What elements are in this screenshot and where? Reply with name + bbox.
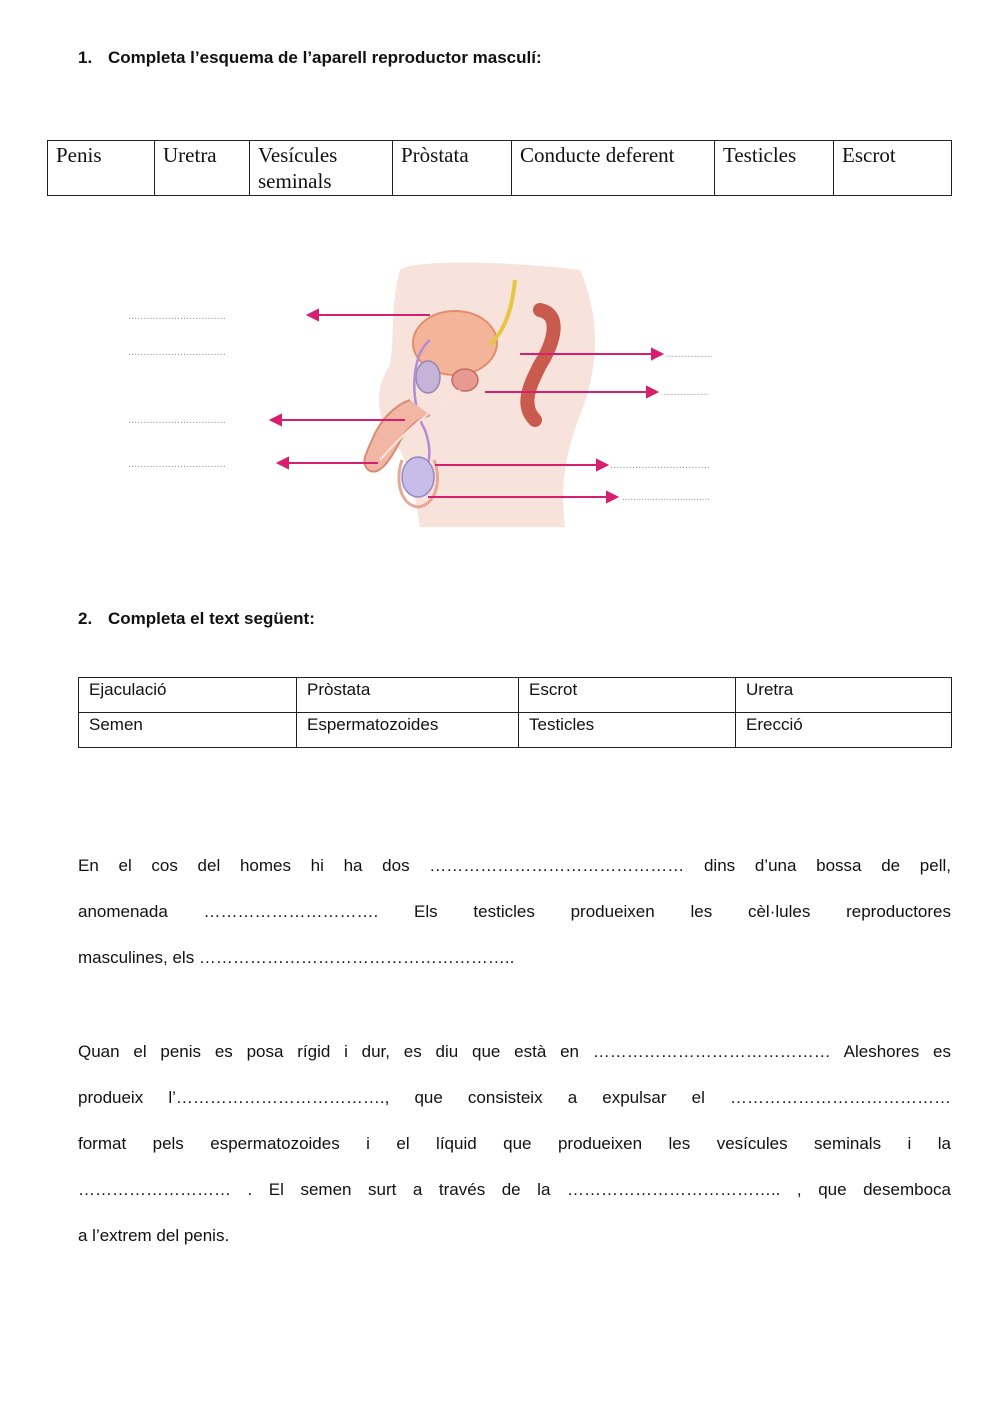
word-bank-2-cell: Uretra: [736, 678, 952, 713]
arrowhead: [308, 310, 318, 320]
arrowhead: [652, 349, 662, 359]
word-bank-1-cell: Penis: [48, 141, 155, 196]
blank-label: ................................: [128, 346, 226, 358]
paragraph-line: ……………………… . El semen surt a través de la ……………………………….. , que desemboca: [78, 1180, 951, 1199]
exercise-2-heading: [78, 609, 315, 629]
arrowhead: [647, 387, 657, 397]
arrowhead: [278, 458, 288, 468]
word-bank-2-cell: Ejaculació: [79, 678, 297, 713]
blank-label: ................................: [622, 491, 710, 503]
word-bank-2-cell: Pròstata: [297, 678, 519, 713]
paragraph-line: anomenada …………………………. Els testicles produeixen les cèl·lules reproductores: [78, 902, 951, 921]
exercise-2-title: Completa el text següent:: [108, 609, 315, 628]
word-bank-1: [47, 140, 952, 196]
seminal-vesicle: [416, 361, 440, 393]
paragraph-line: masculines, els ………………………………………………..: [78, 948, 515, 967]
word-bank-2-row: [79, 678, 952, 713]
exercise-1-title: Completa l’esquema de l’aparell reproductor masculí:: [108, 48, 542, 67]
blank-label: ................................: [128, 458, 226, 470]
word-bank-1-cell: Escrot: [834, 141, 952, 196]
word-bank-2-cell: Testicles: [519, 713, 736, 748]
exercise-2-number: 2.: [78, 609, 93, 628]
word-bank-2-cell: Espermatozoides: [297, 713, 519, 748]
arrowhead: [271, 415, 281, 425]
exercise-1-heading: [78, 48, 542, 68]
paragraph-2: [78, 1029, 951, 1259]
word-bank-1-cell: Testicles: [715, 141, 834, 196]
arrowhead: [597, 460, 607, 470]
prostate: [452, 369, 478, 391]
paragraph-line: Quan el penis es posa rígid i dur, es diu que està en …………………………………… Aleshores es: [78, 1042, 951, 1061]
blank-label: ................................: [610, 459, 710, 471]
word-bank-2-cell: Escrot: [519, 678, 736, 713]
word-bank-1-cell: Vesícules seminals: [250, 141, 393, 196]
word-bank-2-cell: Semen: [79, 713, 297, 748]
word-bank-1-cell: Conducte deferent: [512, 141, 715, 196]
paragraph-line: format pels espermatozoides i el líquid que produeixen les vesícules seminals i la: [78, 1134, 951, 1153]
exercise-1-number: 1.: [78, 48, 93, 67]
word-bank-1-cell: Uretra: [155, 141, 250, 196]
male-reproductive-diagram: [110, 255, 730, 535]
arrowhead: [607, 492, 617, 502]
blank-label: ................................: [128, 310, 226, 322]
blank-label: ................................: [128, 414, 226, 426]
paragraph-1: [78, 843, 951, 981]
blank-label: ................................: [662, 386, 708, 398]
paragraph-line: a l’extrem del penis.: [78, 1226, 230, 1245]
word-bank-2-cell: Erecció: [736, 713, 952, 748]
word-bank-2: [78, 677, 952, 748]
blank-label: ................................: [666, 348, 712, 360]
testicle: [402, 457, 434, 497]
paragraph-line: produeix l’………………………………., que consisteix a expulsar el …………………………………: [78, 1088, 951, 1107]
word-bank-1-cell: Pròstata: [393, 141, 512, 196]
paragraph-line: En el cos del homes hi ha dos ……………………………………… dins d’una bossa de pell,: [78, 856, 951, 875]
word-bank-2-row: [79, 713, 952, 748]
